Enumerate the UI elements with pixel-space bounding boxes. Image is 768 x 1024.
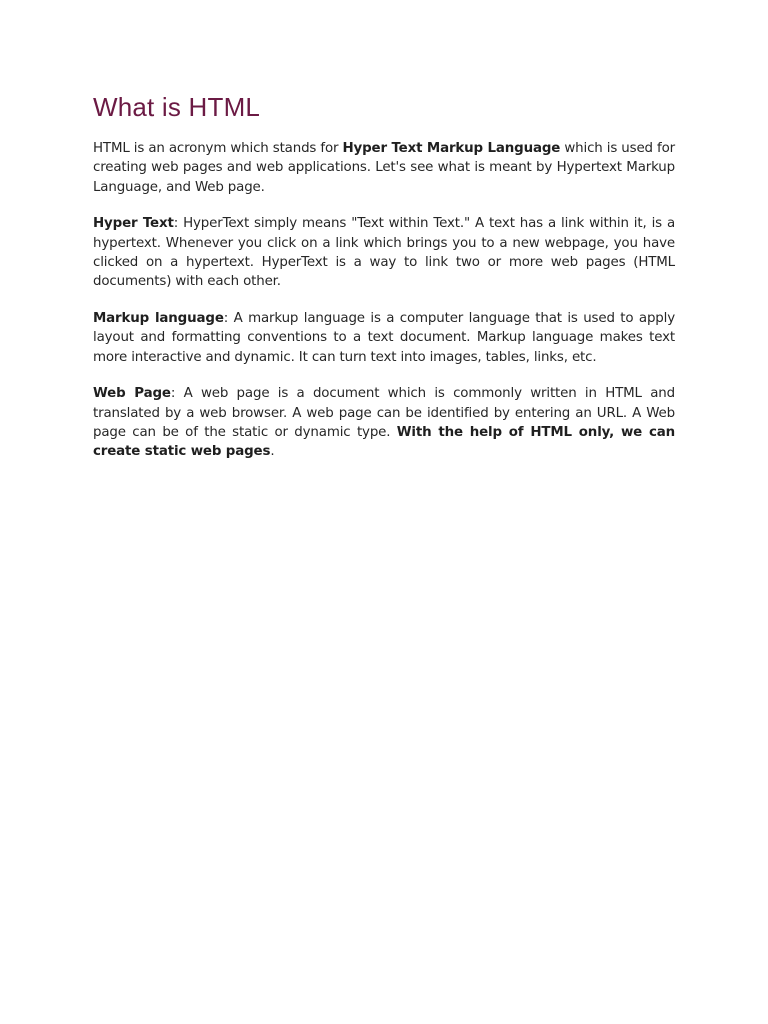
markup-paragraph — [93, 309, 675, 367]
hypertext-paragraph — [93, 214, 675, 291]
markup-term: Markup language — [93, 311, 224, 327]
intro-paragraph — [93, 139, 675, 197]
webpage-paragraph — [93, 384, 675, 461]
hypertext-text: : HyperText simply means "Text within Text." A text has a link within it, is a hypertext. Whenever you click on a link which brings you to a new webpage, you have clicked on a hypertext. HyperText is a way to link two or more web pages (HTML documents) with each other. — [93, 216, 676, 290]
webpage-bold-statement: With the help of HTML only, we can create static web pages — [93, 425, 675, 460]
document-page — [93, 88, 675, 479]
intro-text-1: HTML is an acronym which stands for — [93, 141, 343, 156]
intro-bold-term: Hyper Text Markup Language — [342, 141, 561, 156]
webpage-text-1: : A web page is a document which is commonly written in HTML and translated by a web browser. A web page can be identified by entering an URL. A Web page can be of the static or dynamic type. — [93, 386, 675, 441]
markup-text: : A markup language is a computer language that is used to apply layout and formatting conventions to a text document. Markup language makes text more interactive and dynamic. It can turn text into images, tables, links, etc. — [93, 311, 675, 365]
page-title: What is HTML — [93, 92, 261, 122]
webpage-term: Web Page — [93, 386, 171, 402]
hypertext-term: Hyper Text — [93, 216, 174, 232]
intro-text-2: which is used for creating web pages and web applications. Let's see what is meant by Hypertext Markup Language, and Web page. — [93, 141, 675, 195]
webpage-text-2: . — [270, 444, 275, 460]
